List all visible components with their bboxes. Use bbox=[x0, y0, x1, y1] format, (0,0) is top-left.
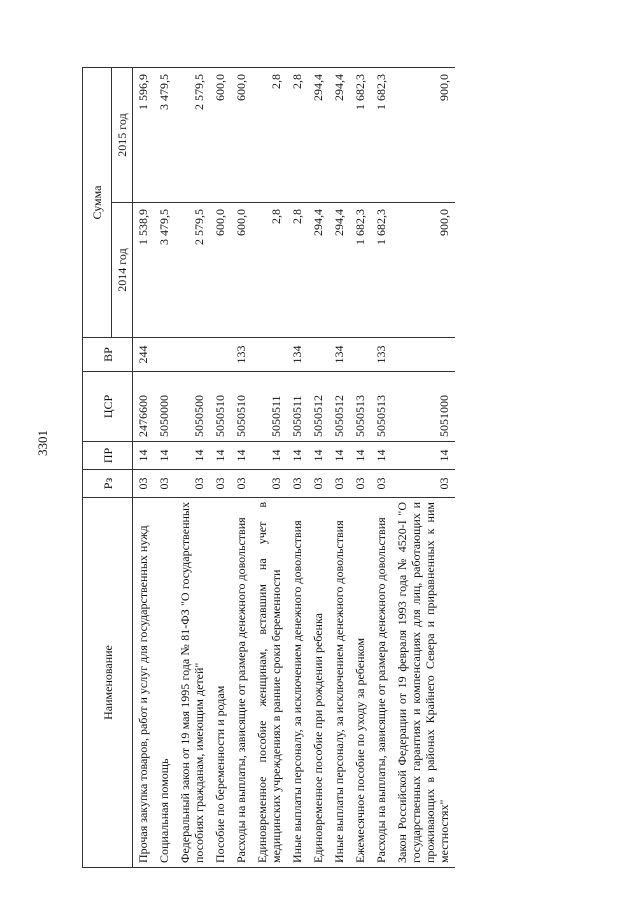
row-sum-2015: 294,4 bbox=[308, 67, 329, 202]
row-csr: 2476600 bbox=[133, 372, 155, 442]
row-csr: 5050510 bbox=[231, 372, 252, 442]
row-sum-2015: 600,0 bbox=[210, 67, 231, 202]
row-name: Иные выплаты персоналу, за исключением денежного довольствия bbox=[287, 498, 308, 868]
row-csr: 5050512 bbox=[308, 372, 329, 442]
row-name: Ежемесячное пособие по уходу за ребенком bbox=[350, 498, 371, 868]
row-vr: 133 bbox=[231, 338, 252, 372]
header-csr: ЦСР bbox=[83, 372, 133, 442]
row-sum-2014: 1 682,3 bbox=[350, 203, 371, 338]
row-sum-2015: 1 682,3 bbox=[371, 67, 392, 202]
row-sum-2015: 600,0 bbox=[231, 67, 252, 202]
row-sum-2014: 900,0 bbox=[392, 203, 455, 338]
row-sum-2014: 2,8 bbox=[252, 203, 287, 338]
row-sum-2015: 2,8 bbox=[287, 67, 308, 202]
header-name: Наименование bbox=[83, 498, 133, 868]
row-rz: 03 bbox=[287, 470, 308, 498]
row-vr bbox=[308, 338, 329, 372]
header-vr: ВР bbox=[83, 338, 133, 372]
row-sum-2015: 2,8 bbox=[252, 67, 287, 202]
row-rz: 03 bbox=[371, 470, 392, 498]
row-pr: 14 bbox=[350, 442, 371, 470]
row-rz: 03 bbox=[154, 470, 175, 498]
row-name: Иные выплаты персоналу, за исключением денежного довольствия bbox=[329, 498, 350, 868]
row-pr: 14 bbox=[371, 442, 392, 470]
row-pr: 14 bbox=[133, 442, 155, 470]
row-pr: 14 bbox=[252, 442, 287, 470]
table-row bbox=[392, 67, 455, 867]
header-pr: ПР bbox=[83, 442, 133, 470]
table-row bbox=[308, 67, 329, 867]
table-row bbox=[287, 67, 308, 867]
row-sum-2015: 900,0 bbox=[392, 67, 455, 202]
row-rz: 03 bbox=[329, 470, 350, 498]
row-sum-2015: 3 479,5 bbox=[154, 67, 175, 202]
row-pr: 14 bbox=[287, 442, 308, 470]
row-vr: 134 bbox=[329, 338, 350, 372]
page-number: 3301 bbox=[35, 430, 50, 456]
row-vr: 134 bbox=[287, 338, 308, 372]
table-row bbox=[252, 67, 287, 867]
row-sum-2014: 600,0 bbox=[210, 203, 231, 338]
row-sum-2015: 1 682,3 bbox=[350, 67, 371, 202]
row-pr: 14 bbox=[175, 442, 210, 470]
table-body bbox=[133, 67, 456, 867]
row-vr bbox=[175, 338, 210, 372]
row-pr: 14 bbox=[392, 442, 455, 470]
row-csr: 5050513 bbox=[350, 372, 371, 442]
row-vr bbox=[252, 338, 287, 372]
row-name: Федеральный закон от 19 мая 1995 года № 81-ФЗ "О государственных пособиях гражданам, имеющим детей" bbox=[175, 498, 210, 868]
row-csr: 5050512 bbox=[329, 372, 350, 442]
row-rz: 03 bbox=[133, 470, 155, 498]
row-vr: 133 bbox=[371, 338, 392, 372]
row-sum-2014: 294,4 bbox=[329, 203, 350, 338]
row-sum-2014: 1 682,3 bbox=[371, 203, 392, 338]
table-row bbox=[329, 67, 350, 867]
row-pr: 14 bbox=[231, 442, 252, 470]
row-name: Расходы на выплаты, зависящие от размера денежного довольствия bbox=[371, 498, 392, 868]
row-sum-2014: 2 579,5 bbox=[175, 203, 210, 338]
row-name: Социальная помощь bbox=[154, 498, 175, 868]
row-csr: 5051000 bbox=[392, 372, 455, 442]
row-rz: 03 bbox=[392, 470, 455, 498]
row-pr: 14 bbox=[154, 442, 175, 470]
row-vr: 244 bbox=[133, 338, 155, 372]
row-csr: 5050513 bbox=[371, 372, 392, 442]
row-csr: 5050511 bbox=[287, 372, 308, 442]
row-name: Прочая закупка товаров, работ и услуг для государственных нужд bbox=[133, 498, 155, 868]
row-sum-2014: 1 538,9 bbox=[133, 203, 155, 338]
row-sum-2014: 294,4 bbox=[308, 203, 329, 338]
row-name: Единовременное пособие при рождении ребенка bbox=[308, 498, 329, 868]
row-sum-2014: 600,0 bbox=[231, 203, 252, 338]
table-row bbox=[231, 67, 252, 867]
table-row bbox=[210, 67, 231, 867]
header-year-2014: 2014 год bbox=[112, 203, 133, 338]
row-sum-2015: 294,4 bbox=[329, 67, 350, 202]
row-sum-2015: 2 579,5 bbox=[175, 67, 210, 202]
table-row bbox=[154, 67, 175, 867]
row-vr bbox=[210, 338, 231, 372]
row-name: Единовременное пособие женщинам, вставшим на учет в медицинских учреждениях в ранние сроки беременности bbox=[252, 498, 287, 868]
table-row bbox=[371, 67, 392, 867]
row-sum-2015: 1 596,9 bbox=[133, 67, 155, 202]
header-rz: Рз bbox=[83, 470, 133, 498]
row-vr bbox=[392, 338, 455, 372]
budget-table bbox=[82, 67, 455, 868]
row-pr: 14 bbox=[308, 442, 329, 470]
row-csr: 5050000 bbox=[154, 372, 175, 442]
row-name: Закон Российской Федерации от 19 февраля 1993 года № 4520-I "О государственных гарантиях и компенсациях для лиц, работающих и проживающих в районах Крайнего Севера и приравненных к ним местностях" bbox=[392, 498, 455, 868]
row-rz: 03 bbox=[350, 470, 371, 498]
row-sum-2014: 3 479,5 bbox=[154, 203, 175, 338]
table-row bbox=[175, 67, 210, 867]
row-name: Расходы на выплаты, зависящие от размера денежного довольствия bbox=[231, 498, 252, 868]
row-csr: 5050500 bbox=[175, 372, 210, 442]
row-name: Пособие по беременности и родам bbox=[210, 498, 231, 868]
row-rz: 03 bbox=[231, 470, 252, 498]
row-sum-2014: 2,8 bbox=[287, 203, 308, 338]
row-vr bbox=[154, 338, 175, 372]
table-row bbox=[133, 67, 155, 867]
row-csr: 5050511 bbox=[252, 372, 287, 442]
table-row bbox=[350, 67, 371, 867]
header-sum: Сумма bbox=[83, 67, 112, 337]
row-csr: 5050510 bbox=[210, 372, 231, 442]
row-pr: 14 bbox=[329, 442, 350, 470]
row-rz: 03 bbox=[175, 470, 210, 498]
row-vr bbox=[350, 338, 371, 372]
row-rz: 03 bbox=[308, 470, 329, 498]
header-year-2015: 2015 год bbox=[112, 67, 133, 202]
row-pr: 14 bbox=[210, 442, 231, 470]
row-rz: 03 bbox=[252, 470, 287, 498]
budget-table-rotated bbox=[82, 68, 626, 868]
row-rz: 03 bbox=[210, 470, 231, 498]
